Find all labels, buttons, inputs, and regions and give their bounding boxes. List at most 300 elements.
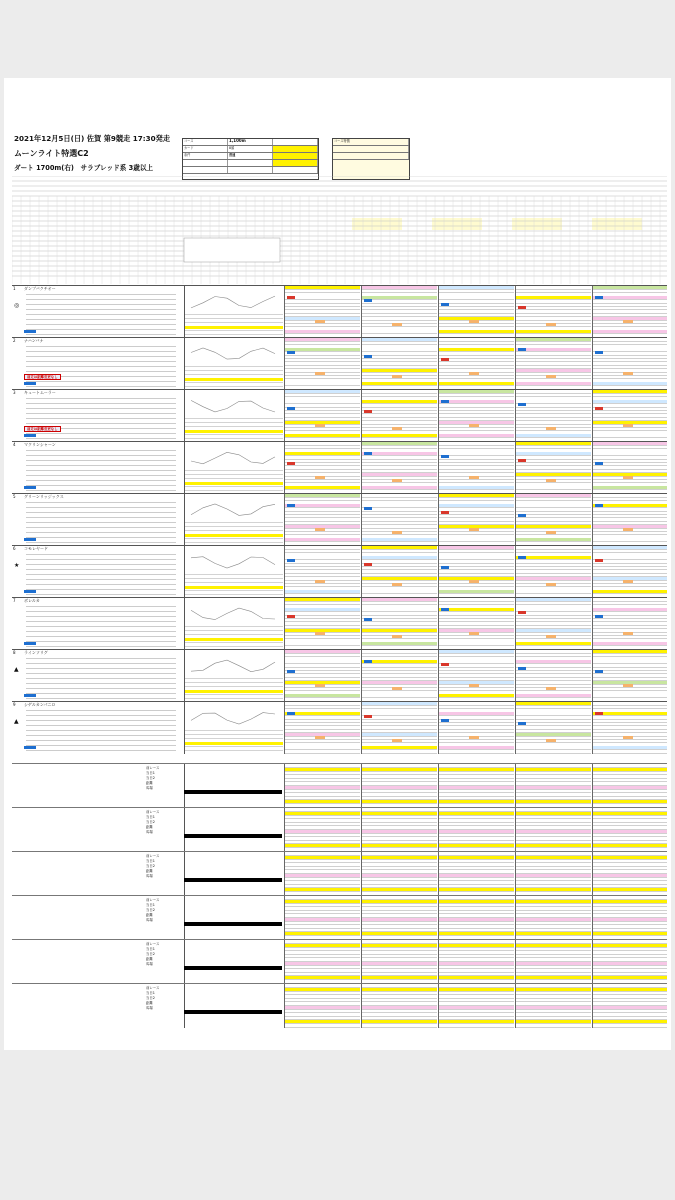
info-rule: [26, 502, 176, 503]
graph-rule: [185, 542, 283, 543]
info-rule: [26, 512, 176, 513]
runner-number: 2: [13, 338, 16, 343]
info-rule: [26, 299, 176, 300]
race-stat-row: [516, 750, 591, 754]
blank-graph-area: [184, 852, 283, 896]
time-marker: [315, 528, 325, 531]
graph-highlight: [185, 326, 283, 329]
time-marker: [392, 531, 402, 534]
time-marker: [623, 528, 633, 531]
past-race-column: [361, 338, 437, 390]
stripe-marker: [24, 538, 36, 541]
info-rule: [26, 485, 176, 486]
info-rule: [26, 433, 176, 434]
blank-row-label: 前レース: [146, 986, 160, 990]
past-race-column: [284, 442, 360, 494]
info-rule: [26, 715, 176, 716]
grade-label: 普通: [228, 153, 273, 159]
runner-number: 6: [13, 546, 16, 551]
past-race-column: [515, 494, 591, 546]
past-race-column: [515, 442, 591, 494]
rank-marker: [441, 566, 449, 569]
graph-rule: [185, 582, 283, 583]
runner-name: ボレルカ: [24, 598, 40, 603]
past-races: [284, 442, 667, 494]
info-rule: [26, 527, 176, 528]
sparkline-path: [191, 660, 275, 672]
rank-marker: [364, 660, 372, 663]
runner-number: 8: [13, 650, 16, 655]
info-rule: [26, 673, 176, 674]
runner-name: キュートムーラー: [24, 390, 56, 395]
graph-highlight: [185, 482, 283, 485]
blank-race-column: [515, 852, 591, 896]
blank-black-bar: [184, 922, 282, 926]
stripe-marker: [24, 746, 36, 749]
info-rule: [26, 745, 176, 746]
graph-rule: [185, 574, 283, 575]
rank-marker: [441, 400, 449, 403]
time-marker: [623, 320, 633, 323]
graph-rule: [185, 678, 283, 679]
runner-info: [12, 546, 182, 598]
blank-row-label: 当日2: [146, 820, 155, 824]
time-marker: [623, 424, 633, 427]
past-race-column: [515, 598, 591, 650]
blank-row-label: 距離: [146, 957, 153, 961]
past-race-column: [361, 702, 437, 754]
info-rule: [26, 381, 176, 382]
runner-row: [12, 649, 667, 702]
time-marker: [469, 528, 479, 531]
past-race-column: [592, 338, 667, 390]
blank-row-label: 前レース: [146, 898, 160, 902]
blank-stat-row: [516, 1024, 591, 1028]
graph-rule: [185, 370, 283, 371]
graph-rule: [185, 538, 283, 539]
blank-row-label: 馬場: [146, 962, 153, 966]
info-rule: [26, 470, 176, 471]
blank-race-column: [284, 940, 360, 984]
info-rule: [26, 542, 176, 543]
runner-info: [12, 338, 182, 390]
time-marker: [546, 583, 556, 586]
rank-marker: [364, 715, 372, 718]
blank-row-label: 前レース: [146, 942, 160, 946]
blank-stat-row: [362, 1024, 437, 1028]
past-race-column: [284, 702, 360, 754]
graph-rule: [185, 630, 283, 631]
rank-marker: [364, 410, 372, 413]
past-race-column: [592, 494, 667, 546]
past-race-column: [592, 598, 667, 650]
graph-rule: [185, 522, 283, 523]
blank-race-column: [515, 984, 591, 1028]
race-stat-row: [593, 750, 667, 754]
blank-row-label: 距離: [146, 913, 153, 917]
info-rule: [26, 631, 176, 632]
blank-race-column: [361, 896, 437, 940]
graph-rule: [185, 490, 283, 491]
form-graph: [184, 650, 283, 702]
prediction-mark: ▲: [14, 666, 19, 673]
time-marker: [546, 427, 556, 430]
info-rule: [26, 564, 176, 565]
info-rule: [26, 698, 176, 699]
time-marker: [623, 736, 633, 739]
graph-rule: [185, 418, 283, 419]
runner-info: [12, 442, 182, 494]
form-sparkline: [185, 706, 281, 728]
info-rule: [26, 356, 176, 357]
time-marker: [469, 320, 479, 323]
runner-number: 7: [13, 598, 16, 603]
past-race-column: [592, 546, 667, 598]
time-marker: [315, 476, 325, 479]
blank-race-column: [284, 764, 360, 808]
rank-marker: [518, 403, 526, 406]
time-marker: [315, 320, 325, 323]
graph-rule: [185, 426, 283, 427]
rank-marker: [364, 507, 372, 510]
graph-rule: [185, 322, 283, 323]
distance-label: 1,100m: [228, 139, 273, 145]
blank-graph-area: [184, 896, 283, 940]
runner-number: 1: [13, 286, 16, 291]
sparkline-path: [191, 452, 275, 464]
info-rule: [26, 626, 176, 627]
info-rule: [26, 522, 176, 523]
runner-name: グリーンリッジックス: [24, 494, 64, 499]
runner-row: [12, 441, 667, 494]
time-marker: [623, 632, 633, 635]
blank-row-label: 前レース: [146, 766, 160, 770]
info-rule: [26, 589, 176, 590]
runner-info: [12, 650, 182, 702]
info-rule: [26, 750, 176, 751]
info-rule: [26, 554, 176, 555]
info-rule: [26, 408, 176, 409]
past-race-column: [592, 286, 667, 338]
graph-rule: [185, 590, 283, 591]
runner-row: [12, 597, 667, 650]
blank-row-label: 当日2: [146, 908, 155, 912]
stripe-marker: [24, 590, 36, 593]
past-race-column: [592, 442, 667, 494]
graph-rule: [185, 438, 283, 439]
time-marker: [315, 736, 325, 739]
past-race-column: [515, 650, 591, 702]
graph-rule: [185, 318, 283, 319]
rank-marker: [287, 296, 295, 299]
graph-highlight: [185, 378, 283, 381]
info-rule: [26, 720, 176, 721]
time-marker: [315, 424, 325, 427]
info-rule: [26, 403, 176, 404]
runner-info: [12, 286, 182, 338]
blank-race-column: [515, 808, 591, 852]
blank-row-label: 馬場: [146, 874, 153, 878]
rank-marker: [364, 563, 372, 566]
form-graph: [184, 546, 283, 598]
past-race-column: [438, 338, 514, 390]
past-race-column: [515, 390, 591, 442]
graph-rule: [185, 470, 283, 471]
blank-row-label: 当日2: [146, 776, 155, 780]
rank-marker: [287, 407, 295, 410]
past-races: [284, 286, 667, 338]
runner-row: [12, 389, 667, 442]
info-rule: [26, 423, 176, 424]
blank-race-column: [361, 808, 437, 852]
rank-marker: [518, 306, 526, 309]
time-marker: [392, 479, 402, 482]
past-races: [284, 702, 667, 754]
rank-marker: [441, 719, 449, 722]
form-sparkline: [185, 602, 281, 624]
sparkline-path: [191, 400, 275, 412]
past-races: [284, 338, 667, 390]
time-marker: [546, 323, 556, 326]
graph-rule: [185, 734, 283, 735]
race-stat-row: [439, 750, 514, 754]
rank-marker: [595, 351, 603, 354]
info-rule: [26, 507, 176, 508]
past-race-column: [361, 286, 437, 338]
blank-past-races: [284, 852, 667, 896]
runner-name: ラインソリグ: [24, 650, 48, 655]
past-race-column: [361, 442, 437, 494]
runner-info: [12, 494, 182, 546]
time-marker: [315, 372, 325, 375]
form-graph: [184, 286, 283, 338]
column-header-band: [12, 176, 667, 284]
blank-row-label: 前レース: [146, 854, 160, 858]
info-rule: [26, 683, 176, 684]
rank-marker: [287, 712, 295, 715]
past-race-column: [515, 286, 591, 338]
distance-warning-badge: 前走は距離変更なし: [24, 374, 61, 380]
info-rule: [26, 584, 176, 585]
blank-row-label: 当日2: [146, 864, 155, 868]
info-rule: [26, 611, 176, 612]
blank-stat-row: [593, 1024, 667, 1028]
blank-stat-row: [439, 1024, 514, 1028]
blank-race-column: [284, 896, 360, 940]
past-race-column: [515, 702, 591, 754]
info-rule: [26, 351, 176, 352]
time-marker: [623, 372, 633, 375]
time-marker: [623, 580, 633, 583]
race-conditions: ダート 1700m(右) サラブレッド系 3歳以上: [14, 164, 154, 172]
graph-rule: [185, 682, 283, 683]
sparkline-path: [191, 296, 275, 308]
graph-rule: [185, 478, 283, 479]
graph-rule: [185, 642, 283, 643]
rank-marker: [595, 296, 603, 299]
rank-marker: [287, 462, 295, 465]
info-rule: [26, 517, 176, 518]
past-race-column: [438, 390, 514, 442]
blank-race-column: [438, 808, 514, 852]
blank-race-column: [592, 940, 667, 984]
info-rule: [26, 678, 176, 679]
rank-marker: [518, 556, 526, 559]
time-marker: [623, 684, 633, 687]
info-rule: [26, 334, 176, 335]
sparkline-path: [191, 608, 275, 620]
blank-race-column: [592, 896, 667, 940]
blank-race-column: [361, 764, 437, 808]
graph-rule: [185, 474, 283, 475]
blank-row-label: 当日1: [146, 771, 155, 775]
info-rule: [26, 663, 176, 664]
time-marker: [469, 736, 479, 739]
rank-marker: [364, 299, 372, 302]
info-rule: [26, 725, 176, 726]
race-date-title: 2021年12月5日(日) 佐賀 第9競走 17:30発走: [14, 134, 171, 143]
time-marker: [392, 323, 402, 326]
past-race-column: [438, 650, 514, 702]
rank-marker: [518, 348, 526, 351]
graph-rule: [185, 646, 283, 647]
form-sparkline: [185, 654, 281, 676]
info-rule: [26, 688, 176, 689]
card-label: 8頭: [228, 146, 273, 152]
rank-marker: [441, 455, 449, 458]
time-marker: [623, 476, 633, 479]
rank-marker: [441, 663, 449, 666]
blank-runner-row: [12, 895, 667, 940]
graph-rule: [185, 730, 283, 731]
rank-marker: [364, 452, 372, 455]
blank-runner-row: [12, 939, 667, 984]
time-marker: [469, 372, 479, 375]
time-marker: [546, 687, 556, 690]
info-rule: [26, 740, 176, 741]
graph-highlight: [185, 534, 283, 537]
rank-marker: [518, 611, 526, 614]
blank-black-bar: [184, 1010, 282, 1014]
blank-race-column: [592, 808, 667, 852]
info-rule: [26, 418, 176, 419]
info-rule: [26, 329, 176, 330]
runner-row: [12, 545, 667, 598]
blank-row-label: 当日1: [146, 815, 155, 819]
stripe-marker: [24, 382, 36, 385]
graph-rule: [185, 634, 283, 635]
info-rule: [26, 366, 176, 367]
blank-race-column: [284, 808, 360, 852]
rank-marker: [441, 358, 449, 361]
blank-past-races: [284, 896, 667, 940]
blank-row-label: 当日2: [146, 996, 155, 1000]
past-race-column: [438, 702, 514, 754]
past-race-column: [284, 494, 360, 546]
blank-graph-area: [184, 984, 283, 1028]
blank-race-column: [515, 896, 591, 940]
blank-race-column: [438, 984, 514, 1028]
blank-past-races: [284, 984, 667, 1028]
info-rule: [26, 693, 176, 694]
runner-row: [12, 337, 667, 390]
past-races: [284, 494, 667, 546]
blank-row-label: 距離: [146, 781, 153, 785]
graph-rule: [185, 750, 283, 751]
time-marker: [392, 635, 402, 638]
past-race-column: [515, 338, 591, 390]
time-marker: [546, 739, 556, 742]
past-race-column: [361, 494, 437, 546]
runner-name: ダンプバクチオー: [24, 286, 56, 291]
graph-rule: [185, 422, 283, 423]
blank-row-label: 当日1: [146, 991, 155, 995]
form-sparkline: [185, 446, 281, 468]
race-name: ムーンライト特選C2: [14, 149, 89, 158]
blank-black-bar: [184, 834, 282, 838]
blank-race-column: [284, 984, 360, 1028]
blank-race-column: [438, 852, 514, 896]
graph-rule: [185, 314, 283, 315]
blank-runner-row: [12, 983, 667, 1028]
past-race-column: [361, 598, 437, 650]
past-race-column: [438, 546, 514, 598]
past-race-column: [515, 546, 591, 598]
graph-highlight: [185, 690, 283, 693]
info-rule: [26, 658, 176, 659]
info-rule: [26, 641, 176, 642]
graph-rule: [185, 626, 283, 627]
info-rule: [26, 460, 176, 461]
blank-graph-area: [184, 808, 283, 852]
past-races: [284, 650, 667, 702]
stripe-marker: [24, 330, 36, 333]
time-marker: [469, 424, 479, 427]
info-rule: [26, 735, 176, 736]
graph-rule: [185, 366, 283, 367]
graph-highlight: [185, 586, 283, 589]
info-rule: [26, 606, 176, 607]
form-sparkline: [185, 498, 281, 520]
blank-runner-row: [12, 851, 667, 896]
info-rule: [26, 361, 176, 362]
past-race-column: [592, 650, 667, 702]
form-graph: [184, 442, 283, 494]
blank-graph-area: [184, 764, 283, 808]
rank-marker: [364, 618, 372, 621]
past-race-column: [361, 390, 437, 442]
info-rule: [26, 438, 176, 439]
graph-rule: [185, 746, 283, 747]
rank-marker: [518, 667, 526, 670]
blank-race-column: [361, 984, 437, 1028]
graph-rule: [185, 486, 283, 487]
graph-rule: [185, 330, 283, 331]
blank-race-column: [361, 852, 437, 896]
blank-runner-row: [12, 807, 667, 852]
info-rule: [26, 450, 176, 451]
info-rule: [26, 346, 176, 347]
info-rule: [26, 559, 176, 560]
form-sparkline: [185, 394, 281, 416]
info-rule: [26, 371, 176, 372]
blank-row-label: 距離: [146, 825, 153, 829]
blank-row-label: 馬場: [146, 830, 153, 834]
blank-past-races: [284, 808, 667, 852]
rank-marker: [287, 504, 295, 507]
form-sparkline: [185, 290, 281, 312]
blank-graph-area: [184, 940, 283, 984]
